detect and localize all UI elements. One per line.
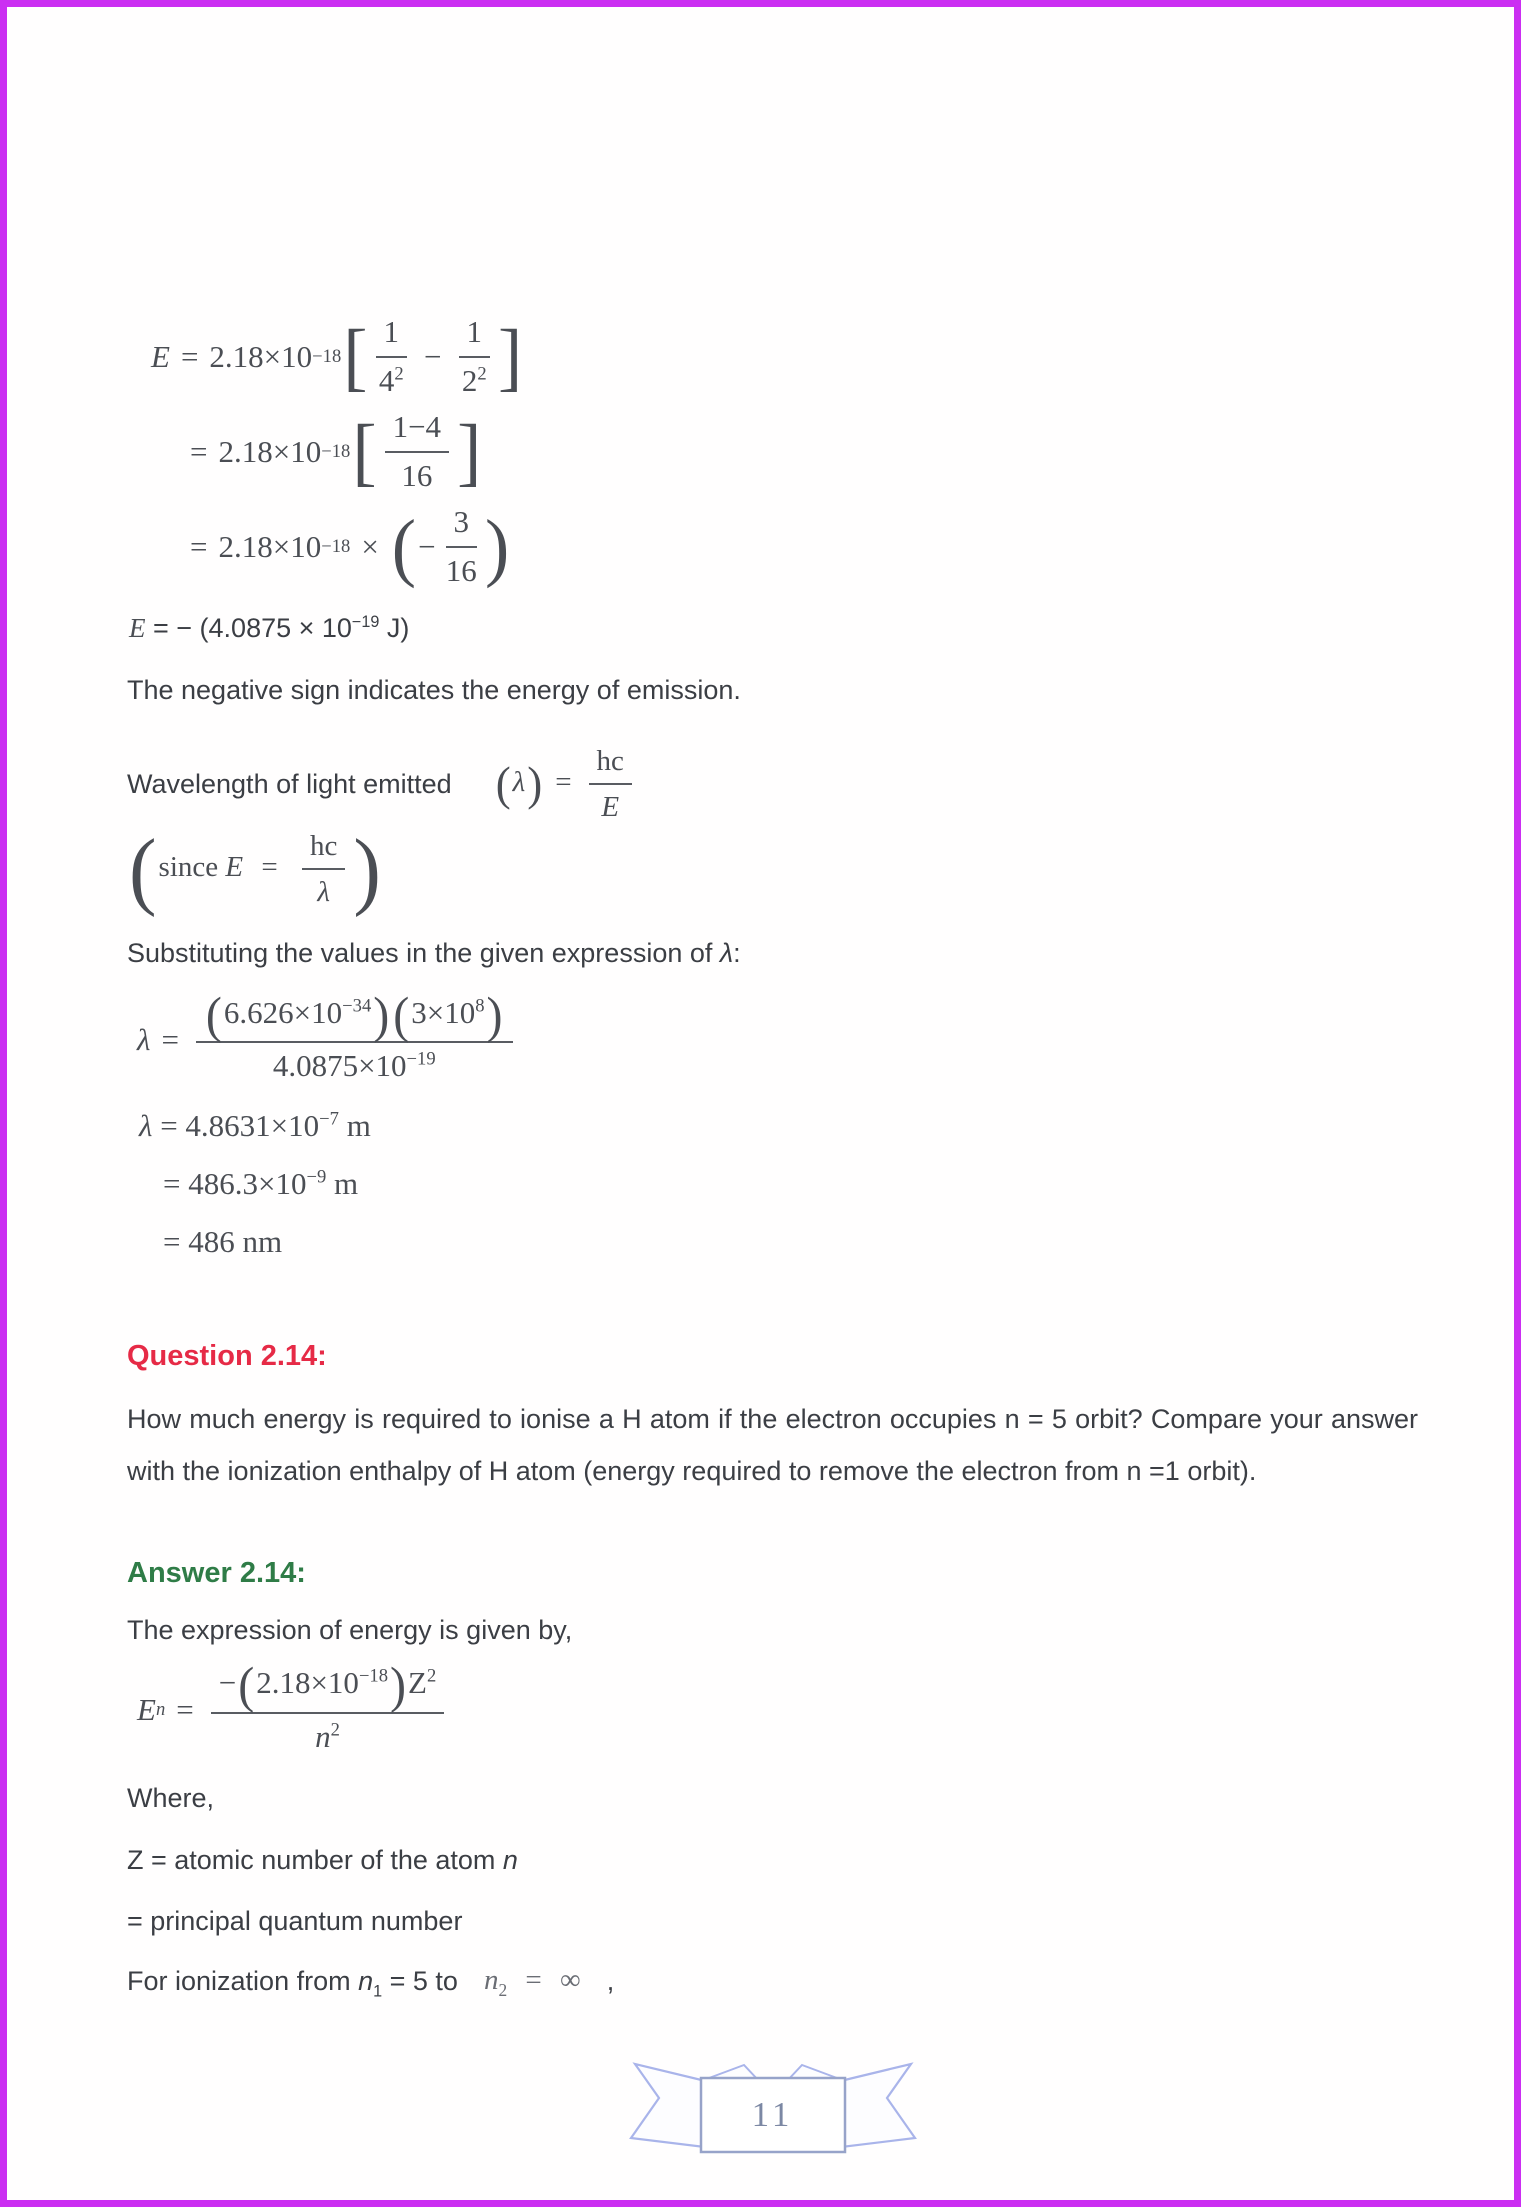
substituting-line: Substituting the values in the given expression of λ: <box>127 938 741 969</box>
ionization-prefix: For ionization from $n_1 = 5$ to <box>127 1965 458 2000</box>
negative-sign-note: The negative sign indicates the energy of emission. <box>127 675 741 706</box>
wavelength-row <box>127 743 1418 826</box>
lambda-equation: λ = $\frac{(6.626\times 10^{-34})(3\times 10^8)}{4.0875\times 10^{-19}}$ <box>127 984 1418 1096</box>
ionization-line <box>127 1963 1418 1999</box>
page-content <box>7 7 1514 1999</box>
where-line: Where, <box>127 1783 215 1814</box>
wavelength-formula: (λ) = $\frac{hc}{E}$ <box>494 743 638 826</box>
answer-intro: The expression of energy is given by, <box>127 1614 573 1645</box>
lambda-value-3: = 486 nm <box>163 1223 283 1259</box>
ionization-comma: , <box>606 1965 615 1996</box>
question-heading: Question 2.14: <box>127 1339 327 1372</box>
page-number-ribbon <box>623 2050 923 2164</box>
since-formula: ( since E = $\frac{hc}{\lambda}$ ) <box>129 820 381 918</box>
z-definition-line: Z = atomic number of the atom n <box>127 1844 518 1875</box>
equation-line-1: E = 2.18×10 −18 [ $\frac{1}{4^2}$ − $\frac{1}{2^2}$ ] <box>151 313 523 399</box>
ionization-math: $n_2$ = ∞ <box>483 1964 581 2001</box>
page-number: 11 <box>751 2095 794 2134</box>
answer-heading: Answer 2.14: <box>127 1556 306 1589</box>
energy-expression-equation: E n = $\frac{-(2.18\times 10^{-18})Z^2}{n^2}$ <box>127 1656 1418 1764</box>
equation-line-2: = 2.18×10 −18 [ $\frac{1-4}{16}$ ] <box>190 408 482 494</box>
question-text: How much energy is required to ionise a H atom if the electron occupies n = 5 orbit? Compare your answer with the ionization enthalpy of H atom (energy required to remove the electron from n =1 orbit). <box>127 1403 1418 1486</box>
principal-quantum-line: = principal quantum number <box>127 1906 463 1937</box>
lambda-value-2: = $486.3\times 10^{-9}$ m <box>163 1165 359 1201</box>
equation-line-3: = 2.18×10 −18 × ( − $\frac{3}{16}$ ) <box>190 503 510 589</box>
lambda-value-1: $\lambda = 4.8631\times 10^{-7}$ m <box>139 1107 371 1143</box>
wavelength-label: Wavelength of light emitted <box>127 768 452 799</box>
energy-result: E = − ($4.0875 \times 10^{-19}$ J) <box>129 613 410 643</box>
energy-equation-block <box>127 309 1418 594</box>
